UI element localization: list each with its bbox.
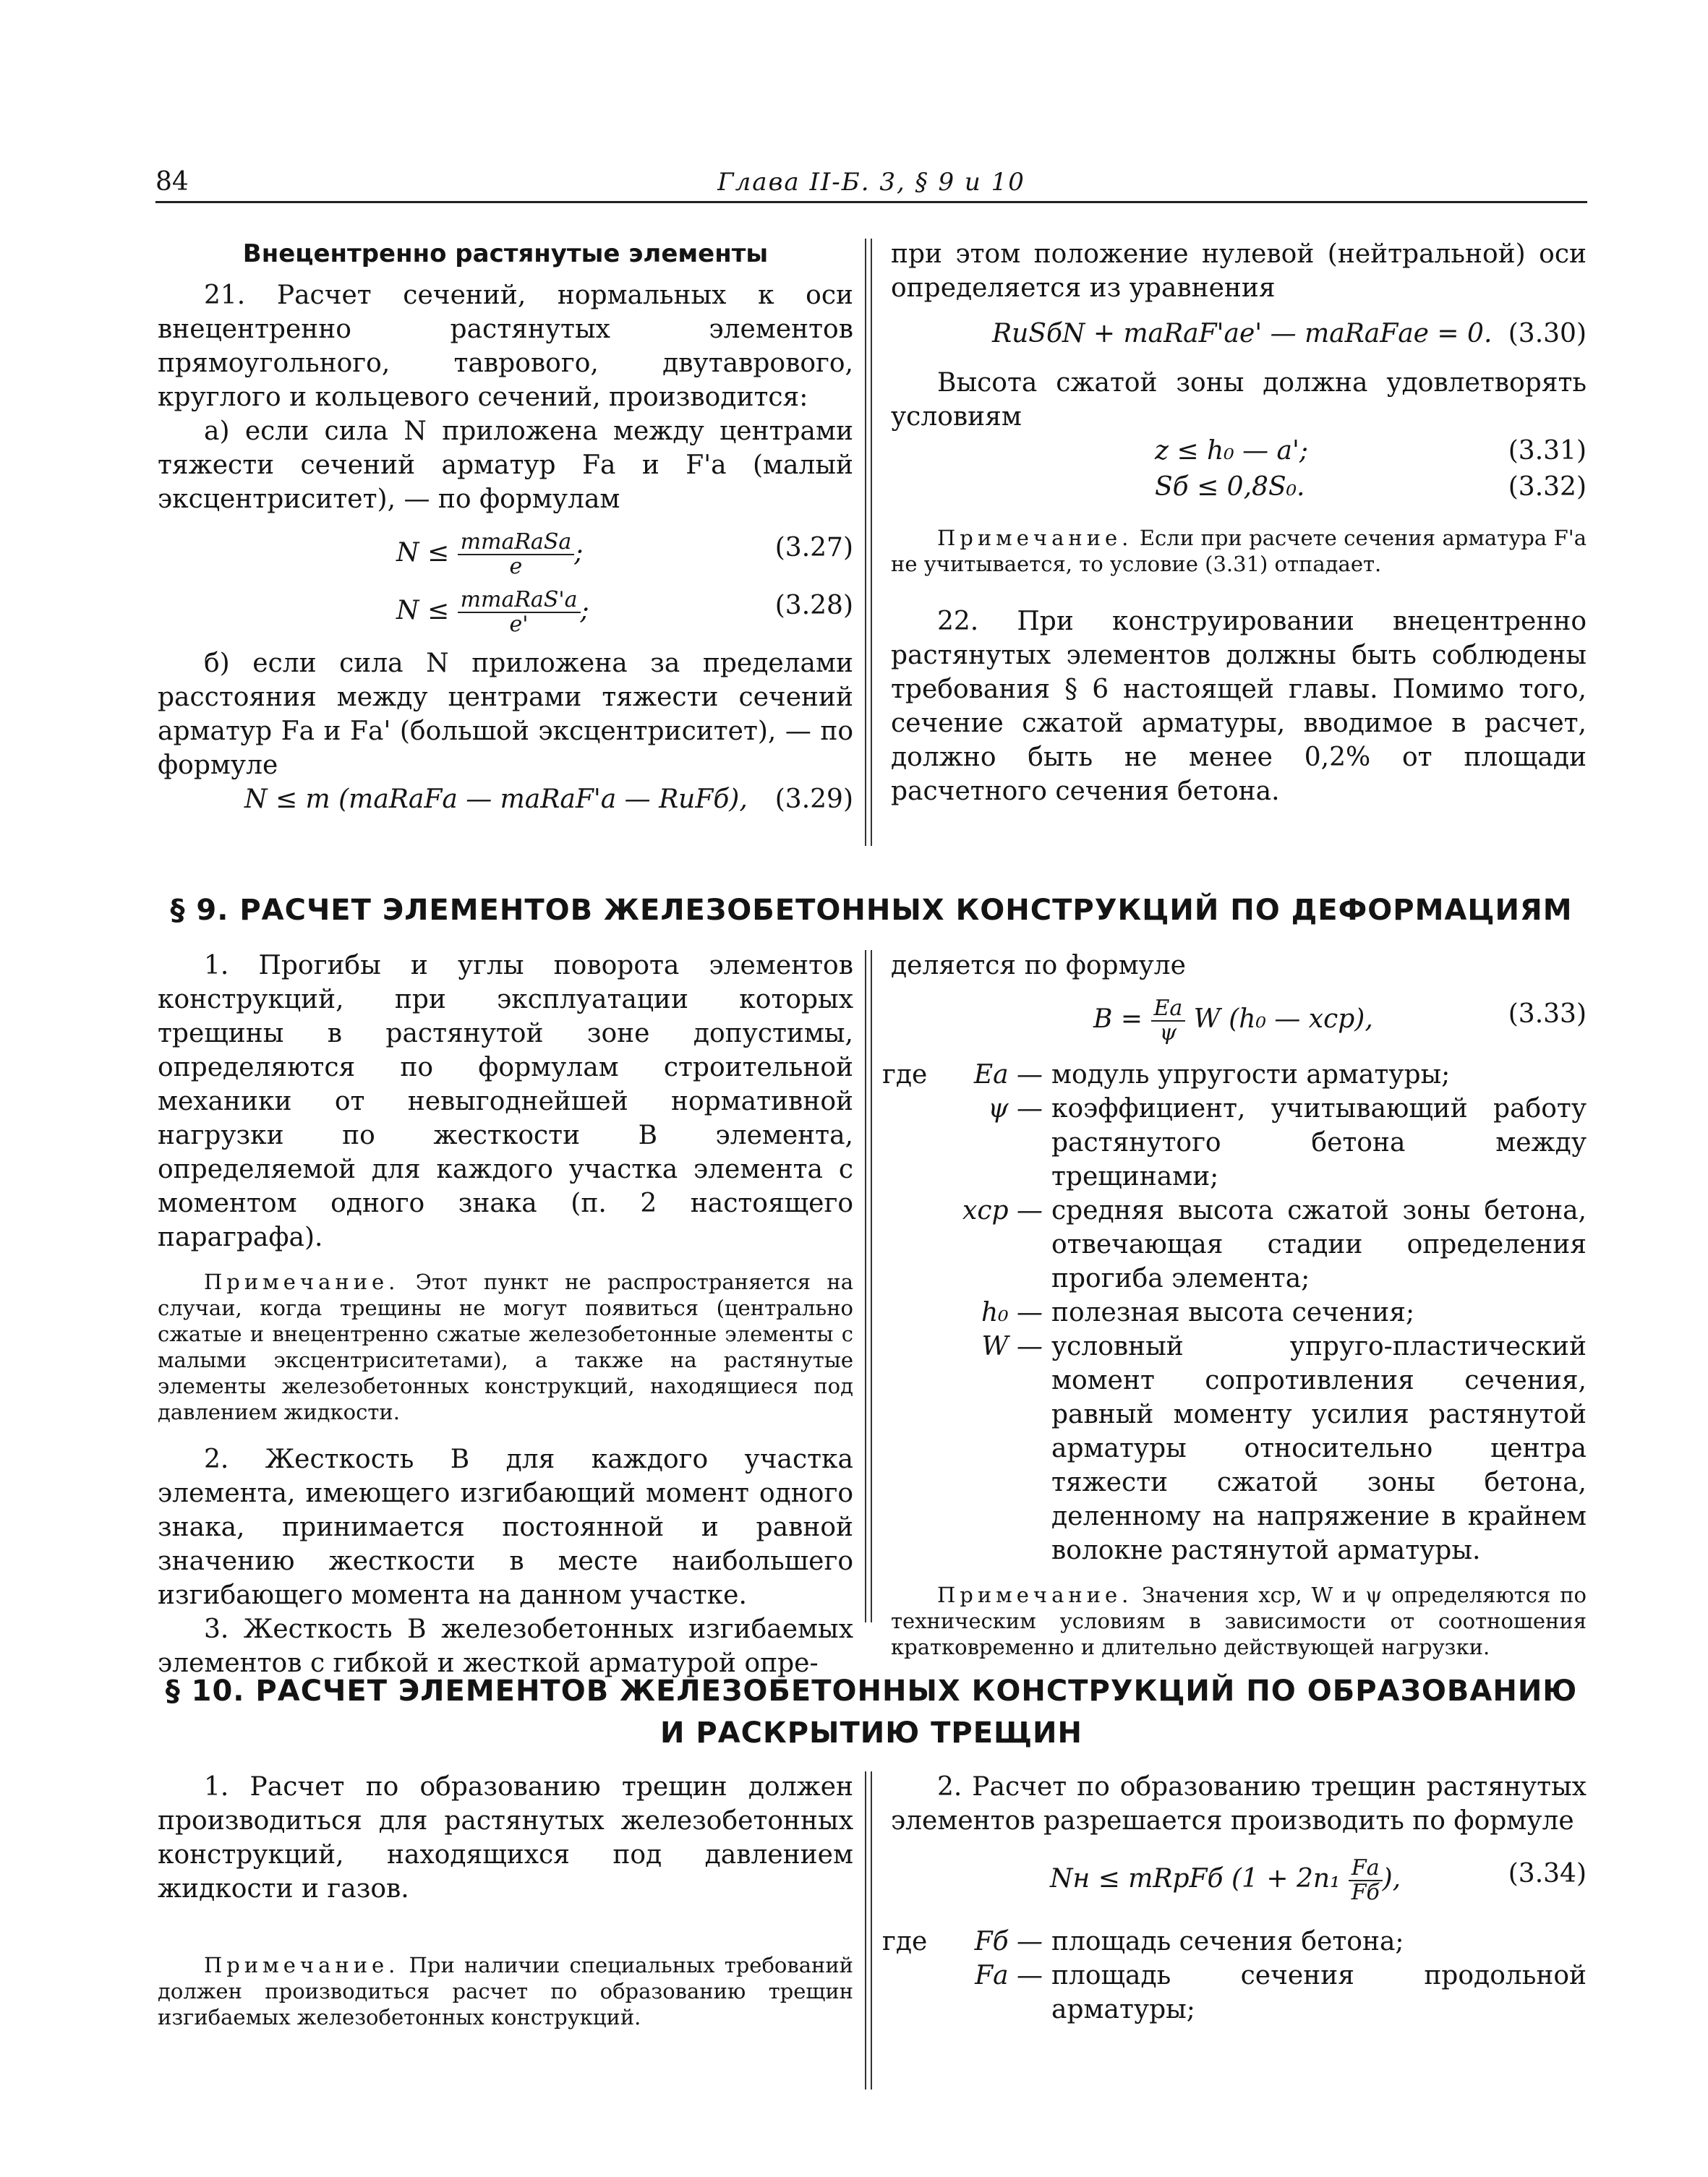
column-separator-s9 (865, 950, 872, 1622)
s10-note (158, 1952, 853, 2030)
eq33-num: Eа (1151, 997, 1186, 1022)
eq27-lhs: N ≤ (396, 538, 450, 568)
s9-where: где (882, 1060, 928, 1090)
eq28-tail: ; (580, 596, 589, 625)
s10-paragraph-1: 1. Расчет по образованию трещин должен производиться для растянутых железобетонных конструкций, находящихся под давлением жидкости и газов. (158, 1772, 853, 1904)
def-W-symbol: W — (981, 1332, 1043, 1361)
s9-right-note-text: Значения xср, W и ψ определяются по техническим условиям в зависимости от соотношения кратковременно и длительно действующей нагрузки. (891, 1583, 1587, 1659)
s10-definitions (882, 1925, 1587, 2027)
eq31-number: (3.31) (1508, 436, 1587, 466)
def-xcp-text: средняя высота сжатой зоны бетона, отвечающая стадии определения прогиба элемента; (1051, 1196, 1587, 1293)
eq34-number: (3.34) (1508, 1859, 1587, 1889)
page-number: 84 (155, 167, 189, 197)
s9-note-label: Примечание. (204, 1270, 400, 1294)
column-separator (865, 239, 872, 846)
s9-right-paragraph: деляется по формуле (891, 951, 1186, 980)
def-W-text: условный упруго-пластический момент сопротивления сечения, равный моменту усилия растянутой арматуры относительно центра тяжести сжатой зоны бетона, деленному на напряжение в крайнем волокне растянутой арматуры. (1051, 1332, 1587, 1565)
eq28-num: mmаRаS'а (458, 589, 581, 613)
def-h0-text: полезная высота сечения; (1051, 1298, 1415, 1327)
s9-paragraph-1: 1. Прогибы и углы поворота элементов конструкций, при эксплуатации которых трещины в растянутой зоне допустимы, определяются по формулам строительной механики от невыгоднейшей нормативной нагрузки по жесткости B элемента, определяемой для каждого участка элемента с моментом одного знака (п. 2 настоящего параграфа). (158, 951, 853, 1252)
eq34-fraction (1349, 1857, 1383, 1904)
def-psi (891, 1092, 1587, 1194)
def-Ea-text: модуль упругости арматуры; (1051, 1060, 1451, 1090)
eq27-fraction (458, 531, 575, 578)
equation-3-33 (891, 988, 1587, 1058)
equation-3-27 (158, 521, 853, 578)
def-Fa (891, 1959, 1587, 2027)
def-psi-symbol: ψ — (988, 1094, 1043, 1124)
paragraph-height: Высота сжатой зоны должна удовлетворять условиям (891, 368, 1587, 432)
eq34-num: Fа (1349, 1857, 1383, 1881)
block1-left-column (158, 237, 853, 826)
section10-right-column (882, 1770, 1587, 2027)
paragraph-22: 22. При конструировании внецентренно растянутых элементов должны быть соблюдены требования § 6 настоящей главы. Помимо того, сечение сжатой арматуры, вводимое в расчет, должно быть не менее 0,2% от площади расчетного сечения бетона. (891, 607, 1587, 806)
s10-note-label: Примечание. (204, 1953, 400, 1977)
s9-definitions (882, 1058, 1587, 1567)
eq32-number: (3.32) (1508, 472, 1587, 502)
note-label: Примечание. (937, 526, 1133, 550)
eq33-lhs: B = (1093, 1004, 1143, 1034)
equation-3-31 (891, 434, 1587, 470)
equation-3-32 (891, 470, 1587, 525)
eq29-formula: N ≤ m (mаRаFа — mаRаF'а — RиFб), (244, 784, 748, 814)
eq31-formula: z ≤ h₀ — a'; (1155, 436, 1309, 466)
subheading: Внецентренно растянутые элементы (242, 239, 769, 268)
eq28-den: e' (509, 612, 529, 637)
eq34-tail: ), (1382, 1864, 1401, 1894)
eq34-lhs: Nн ≤ mRрFб (1 + 2n₁ (1050, 1864, 1341, 1894)
eq27-number: (3.27) (774, 533, 853, 563)
eq29-number: (3.29) (774, 784, 853, 814)
equation-3-29 (158, 782, 853, 826)
def-W (891, 1330, 1587, 1567)
s9-paragraph-2: 2. Жесткость B для каждого участка элемента, имеющего изгибающий момент одного знака, принимается постоянной и равной значению жесткости в месте наибольшего изгибающего момента на данном участке. (158, 1445, 853, 1610)
column-separator-s10 (865, 1771, 872, 2090)
s9-right-note (891, 1582, 1587, 1660)
eq28-number: (3.28) (774, 591, 853, 620)
eq32-formula: Sб ≤ 0,8S₀. (1155, 472, 1305, 502)
section9-left-column (158, 949, 853, 1680)
eq34-den: Fб (1351, 1880, 1380, 1905)
s10-where: где (882, 1927, 928, 1956)
paragraph-21: 21. Расчет сечений, нормальных к оси внецентренно растянутых элементов прямоугольного, таврового, двутаврового, круглого и кольцевого сечений, производится: (158, 281, 853, 412)
paragraph-a: а) если сила N приложена между центрами тяжести сечений арматур Fа и F'а (малый эксцентриситет), — по формулам (158, 416, 853, 514)
equation-3-30 (891, 317, 1587, 366)
def-Ea-symbol: Eа — (973, 1060, 1043, 1090)
def-Fb-symbol: Fб — (974, 1927, 1043, 1956)
def-h0-symbol: h₀ — (981, 1298, 1043, 1327)
section10-left-column (158, 1770, 853, 2030)
chapter-title: Глава II-Б. 3, § 9 и 10 (717, 168, 1025, 197)
s9-paragraph-3: 3. Жесткость B железобетонных изгибаемых элементов с гибкой и жесткой арматурой опре- (158, 1614, 853, 1678)
def-xcp (891, 1194, 1587, 1296)
section-9-heading: § 9. РАСЧЕТ ЭЛЕМЕНТОВ ЖЕЛЕЗОБЕТОННЫХ КОНСТРУКЦИЙ ПО ДЕФОРМАЦИЯМ (170, 894, 1573, 927)
eq33-fraction (1151, 997, 1186, 1045)
eq27-den: e (509, 554, 523, 579)
section-10-heading (155, 1670, 1587, 1754)
eq27-num: mmаRаSа (458, 531, 575, 555)
eq27-tail: ; (574, 538, 584, 568)
section9-right-column (882, 949, 1587, 1660)
def-Ea (891, 1058, 1587, 1092)
eq28-lhs: N ≤ (396, 596, 450, 625)
eq28-fraction (458, 589, 581, 636)
section-10-heading-line1: § 10. РАСЧЕТ ЭЛЕМЕНТОВ ЖЕЛЕЗОБЕТОННЫХ КОНСТРУКЦИЙ ПО ОБРАЗОВАНИЮ (165, 1675, 1578, 1708)
eq33-number: (3.33) (1508, 999, 1587, 1029)
def-xcp-symbol: xср — (962, 1196, 1043, 1226)
def-Fa-symbol: Fа — (975, 1961, 1043, 1990)
block1-right-column (891, 237, 1587, 808)
def-Fb-text: площадь сечения бетона; (1051, 1927, 1404, 1956)
s9-note-text: Этот пункт не распространяется на случаи, когда трещины не могут появиться (центрально сжатые и внецентренно сжатые железобетонные элементы с малыми эксцентриситетами), а также на растянутые элементы железобетонных конструкций, находящиеся под давлением жидкости. (158, 1270, 853, 1424)
equation-3-28 (158, 578, 853, 643)
eq30-number: (3.30) (1508, 319, 1587, 348)
s10-right-paragraph: 2. Расчет по образованию трещин растянутых элементов разрешается производить по формуле (891, 1772, 1587, 1836)
s10-note-text: При наличии специальных требований должен производиться расчет по образованию трещин изгибаемых железобетонных конструкций. (158, 1953, 853, 2030)
eq33-rhs: W (h₀ — xср), (1193, 1004, 1373, 1034)
eq30-formula: RиSбN + mаRаF'аe' — mаRаFаe = 0. (992, 319, 1493, 348)
equation-3-34 (891, 1845, 1587, 1925)
def-psi-text: коэффициент, учитывающий работу растянутого бетона между трещинами; (1051, 1094, 1587, 1192)
eq33-den: ψ (1159, 1020, 1177, 1045)
s9-right-note-label: Примечание. (937, 1583, 1133, 1607)
def-Fb (891, 1925, 1587, 1959)
section-10-heading-line2: И РАСКРЫТИЮ ТРЕЩИН (659, 1716, 1083, 1750)
def-h0 (891, 1296, 1587, 1330)
note-block1 (891, 525, 1587, 577)
paragraph-neutral-axis: при этом положение нулевой (нейтральной) оси определяется из уравнения (891, 239, 1587, 303)
s9-note (158, 1269, 853, 1425)
note-text: Если при расчете сечения арматура F'а не учитывается, то условие (3.31) отпадает. (891, 526, 1587, 576)
page-header (155, 165, 1587, 203)
paragraph-b: б) если сила N приложена за пределами расстояния между центрами тяжести сечений арматур Fа и Fа' (большой эксцентриситет), — по формуле (158, 649, 853, 780)
def-Fa-text: площадь сечения продольной арматуры; (1051, 1961, 1587, 2024)
